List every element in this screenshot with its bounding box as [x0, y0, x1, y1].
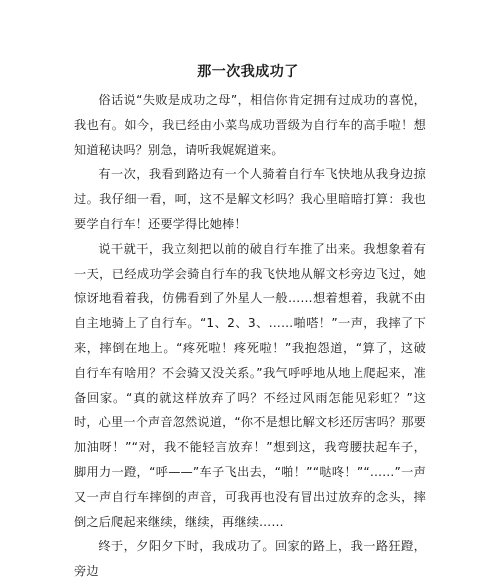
document-body [74, 88, 426, 584]
document-title: 那一次我成功了 [197, 64, 299, 80]
paragraph-2: 有一次，我看到路边有一个人骑着自行车飞快地从我身边掠过。我仔细一看，呵，这不是解文杉吗？我心里暗暗打算：我也要学自行车！还要学得比她棒！ [74, 167, 426, 231]
paragraph-4: 终于，夕阳夕下时，我成功了。回家的路上，我一路狂蹬，旁边 [74, 539, 426, 579]
paragraph-1: 俗话说“失败是成功之母”，相信你肯定拥有过成功的喜悦，我也有。如今，我已经由小菜鸟成功晋级为自行车的高手啦！想知道秘诀吗？别急，请听我娓娓道来。 [74, 93, 426, 157]
paragraph-3: 说干就干，我立刻把以前的破自行车推了出来。我想象着有一天，已经成功学会骑自行车的我飞快地从解文杉旁边飞过，她惊讶地看着我，仿佛看到了外星人一般……想着想着，我就不由自主地骑上了自行车。“1、2、3、……啪嗒！”一声，我摔了下来，摔倒在地上。“疼死啦！疼死啦！”我抱怨道，“算了，这破自行车有啥用？不会骑又没关系。”我气呼呼地从地上爬起来，准备回家。“真的就这样放弃了吗？不经过风雨怎能见彩虹？”这时，心里一个声音忽然说道，“你不是想比解文杉还厉害吗？那要加油呀！”“对，我不能轻言放弃！”想到这，我弯腰扶起车子，脚用力一蹬，“呼——”车子飞出去，“啪！”“哒咚！”“……”一声又一声自行车摔倒的声音，可我再也没有冒出过放弃的念头，摔倒之后爬起来继续，继续，再继续…… [74, 241, 426, 529]
